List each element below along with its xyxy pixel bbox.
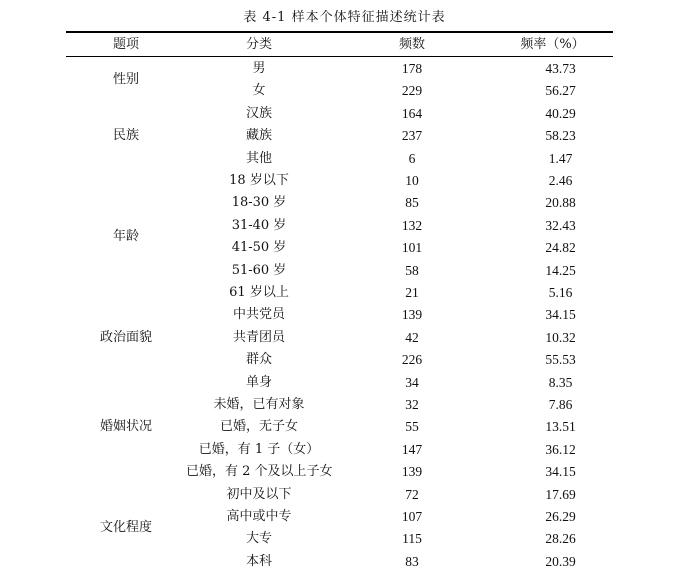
table-caption: 表 4-1 样本个体特征描述统计表 <box>243 10 446 25</box>
cell-rate: 20.39 <box>545 553 576 569</box>
cell-frequency: 72 <box>405 486 419 502</box>
cell-frequency: 10 <box>405 173 419 188</box>
cell-rate: 8.35 <box>548 374 573 390</box>
cell-rate: 2.46 <box>548 173 573 188</box>
cell-frequency: 107 <box>401 509 423 524</box>
cell-category: 单身 <box>245 374 272 390</box>
header-topic: 题项 <box>112 37 139 52</box>
cell-rate: 32.43 <box>545 217 576 233</box>
cell-rate: 24.82 <box>545 240 576 256</box>
cell-rate: 14.25 <box>545 262 576 278</box>
cell-category: 31-40 岁 <box>231 217 287 233</box>
cell-rate: 10.32 <box>545 329 576 345</box>
cell-rate: 55.53 <box>545 352 576 368</box>
group-topic: 性别 <box>112 72 139 88</box>
cell-rate: 7.86 <box>548 397 573 412</box>
cell-rate: 1.47 <box>548 150 573 166</box>
cell-category: 大专 <box>245 531 272 547</box>
cell-frequency: 226 <box>401 352 423 368</box>
table-top-rule <box>66 31 613 33</box>
cell-rate: 36.12 <box>545 441 576 457</box>
cell-rate: 28.26 <box>545 531 576 547</box>
cell-category: 18-30 岁 <box>231 195 287 211</box>
cell-rate: 40.29 <box>545 105 576 121</box>
cell-frequency: 237 <box>401 128 423 144</box>
cell-frequency: 101 <box>401 240 423 256</box>
cell-rate: 26.29 <box>545 509 576 524</box>
cell-rate: 13.51 <box>545 419 576 435</box>
header-category: 分类 <box>245 37 272 52</box>
cell-frequency: 147 <box>401 441 423 457</box>
cell-rate: 56.27 <box>545 83 576 99</box>
group-topic: 政治面貌 <box>99 329 152 345</box>
cell-category: 初中及以下 <box>226 486 292 502</box>
cell-category: 已婚，无子女 <box>219 419 298 435</box>
cell-frequency: 229 <box>401 83 423 99</box>
cell-frequency: 139 <box>401 307 423 323</box>
cell-rate: 20.88 <box>545 195 576 211</box>
cell-category: 61 岁以上 <box>229 285 289 300</box>
cell-frequency: 115 <box>402 531 422 547</box>
cell-category: 已婚，有 1 子（女） <box>198 441 320 457</box>
cell-category: 本科 <box>245 553 272 569</box>
cell-category: 男 <box>252 61 266 76</box>
cell-category: 18 岁以下 <box>229 173 289 188</box>
cell-frequency: 132 <box>401 217 423 233</box>
table-header-rule <box>66 56 613 57</box>
cell-frequency: 58 <box>405 262 419 278</box>
cell-category: 藏族 <box>245 128 272 144</box>
cell-category: 群众 <box>245 352 272 368</box>
cell-rate: 34.15 <box>545 464 576 480</box>
header-frequency: 频数 <box>398 37 425 52</box>
cell-frequency: 164 <box>401 105 423 121</box>
cell-category: 51-60 岁 <box>231 262 287 278</box>
cell-frequency: 178 <box>401 61 423 76</box>
cell-category: 中共党员 <box>232 307 285 323</box>
group-topic: 年龄 <box>112 229 139 244</box>
group-topic: 婚姻状况 <box>99 419 152 435</box>
cell-category: 41-50 岁 <box>231 240 287 256</box>
cell-rate: 58.23 <box>545 128 576 144</box>
cell-frequency: 42 <box>405 329 419 345</box>
cell-frequency: 85 <box>405 195 419 211</box>
cell-frequency: 34 <box>405 374 419 390</box>
cell-category: 未婚，已有对象 <box>213 397 305 412</box>
cell-rate: 43.73 <box>545 61 576 76</box>
cell-frequency: 139 <box>401 464 423 480</box>
cell-frequency: 83 <box>405 553 419 569</box>
cell-category: 其他 <box>245 150 272 166</box>
cell-rate: 5.16 <box>548 285 573 300</box>
cell-category: 高中或中专 <box>226 509 292 524</box>
cell-frequency: 6 <box>408 150 416 166</box>
cell-category: 汉族 <box>245 105 272 121</box>
cell-category: 共青团员 <box>232 329 285 345</box>
cell-category: 女 <box>252 83 266 99</box>
header-rate: 频率（%） <box>520 37 585 52</box>
cell-frequency: 21 <box>405 285 419 300</box>
cell-rate: 34.15 <box>545 307 576 323</box>
cell-category: 已婚，有 2 个及以上子女 <box>186 464 333 480</box>
cell-frequency: 32 <box>405 397 419 412</box>
cell-frequency: 55 <box>405 419 419 435</box>
group-topic: 文化程度 <box>99 520 152 536</box>
group-topic: 民族 <box>112 128 139 144</box>
cell-rate: 17.69 <box>545 486 576 502</box>
